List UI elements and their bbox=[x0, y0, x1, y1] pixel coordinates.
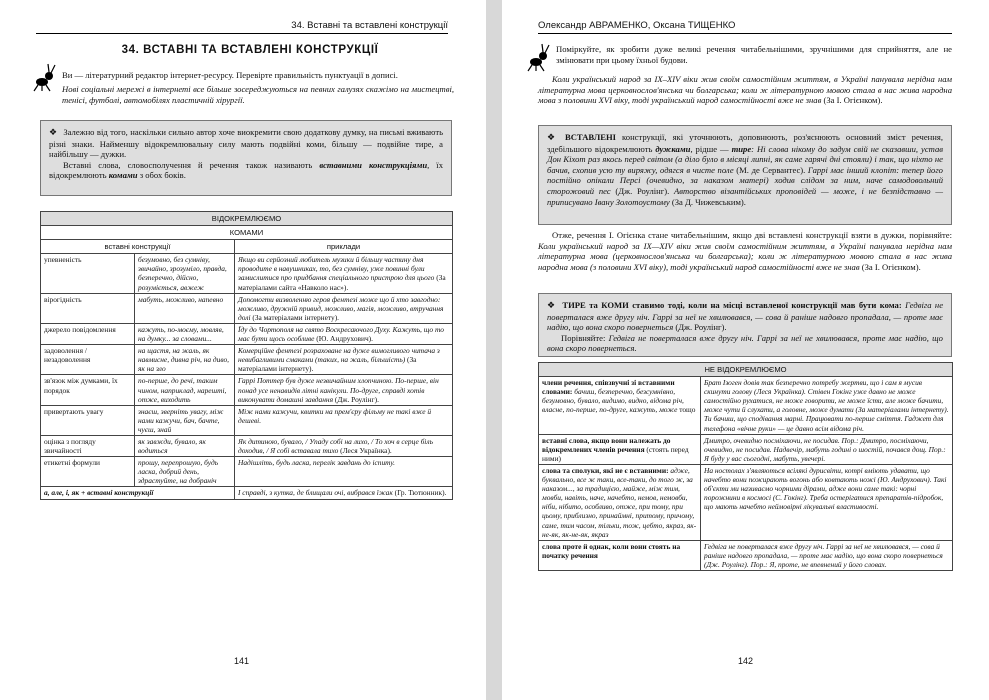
row-category: етикетні формули bbox=[41, 457, 135, 487]
header-rule bbox=[538, 33, 952, 34]
conclusion-paragraph: Отже, речення І. Огієнка стане читабельнішим, якщо дві вставлені конструкції взяти в дужки, порівняйте: Коли український народ за IX—XIV віки жив своїм самостійним життям, в Україні панувала нерідна нам літературна мова (церковнослов'янська чи болгарська); коли ж літературною мовою стала в нас жива народна мова (з половини XVI віку), тоді український народ самостійності вже не знав (За І. Огієнком). bbox=[538, 230, 952, 272]
row-category: задоволення / незадоволення bbox=[41, 345, 135, 375]
ant-mascot-icon bbox=[30, 62, 60, 92]
row-example: Комерційне фентезі розраховане на дуже вимогливого читача з невибагливими смаками (таких, на жаль, більшість) (За матеріалами інтернету). bbox=[235, 345, 453, 375]
header-rule bbox=[36, 33, 448, 34]
row-words: кажуть, по-моєму, мовляв, на думку... за словами... bbox=[135, 323, 235, 344]
row-words: по-перше, до речі, таким чином, наприклад, нарешті, отже, виходить bbox=[135, 375, 235, 405]
left-page bbox=[0, 0, 486, 700]
table-row bbox=[539, 464, 953, 540]
table-row bbox=[41, 323, 453, 344]
row-category: упевненість bbox=[41, 254, 135, 293]
row-example: На ностолах з'являються всілякі дурисвіти, котрі вміють удавати, що начебто вони пожирають вогонь або ковтають ножі (Ю. Андрухович). Такі об'єкти ми називаємо чорними дірами, адже вони саме такі: чорні порожнини в космосі (С. Гокінг). Треба остерігатися препаратів-підробок, що мають начебто неймовірні лікувальні властивості. bbox=[701, 464, 953, 540]
row-example: Між нами кажучи, квитки на прем'єру фільму не такі вже й дешеві. bbox=[235, 405, 453, 435]
row-words: на щастя, на жаль, як навмисне, дивна річ, на диво, як на зло bbox=[135, 345, 235, 375]
rule-paragraph-2: Вставні слова, словосполучення й речення також називають вставними конструкціями, їх відокремлюють комами з обох боків. bbox=[49, 159, 443, 181]
section-title: 34. ВСТАВНІ ТА ВСТАВЛЕНІ КОНСТРУКЦІЇ bbox=[121, 44, 379, 56]
task-text: Поміркуйте, як зробити дуже великі речення читабельнішими, зручнішими для сприйняття, але не змінювати при цьому їхньої будови. bbox=[556, 44, 952, 65]
rule-box-dash: ❖ ТИРЕ та КОМИ ставимо тоді, коли на місці вставленої конструкції мав бути кома: Гедвіга не поверталася вже другу ніч. Гаррі за неї не хвилювався, — сова й раніше надовго пропадала, — проте має надію, що вона скоро повернеться (Дж. Роулінг). Порівняйте: Гедвіга не поверталася вже другу ніч. Гаррі за неї не хвилювався, проте має надію, що вона скоро повернеться. bbox=[538, 293, 952, 357]
running-header: Олександр АВРАМЕНКО, Оксана ТИЩЕНКО bbox=[538, 20, 736, 31]
table-row bbox=[539, 377, 953, 435]
page-number: 142 bbox=[738, 656, 754, 666]
row-category: а, але, і, як + вставні конструкції bbox=[41, 487, 235, 499]
row-words: прошу, перепрошую, будь ласка, добрий день, здрастуйте, на добраніч bbox=[135, 457, 235, 487]
row-category: джерело повідомлення bbox=[41, 323, 135, 344]
row-category: члени речення, співзвучні зі вставними словами: бачиш, безперечно, безсумнівно, безумовно, бувало, видимо, видно, відома річ, власне, по-перше, по-друге, кажуть, може тощо bbox=[539, 377, 701, 435]
rule-paragraph-1: ❖ Залежно від того, наскільки сильно автор хоче виокремити свою додаткову думку, на письмі вживають різні знаки. Найменшу відокремлювальну силу мають подвійні коми, більшу — подвійне тире, а найбільшу — дужки. bbox=[49, 127, 443, 160]
row-example: І справді, з кутка, де блищали очі, вибрався їжак (Гр. Тютюнник). bbox=[235, 487, 453, 499]
table-row bbox=[41, 254, 453, 293]
row-words: як завжди, бувало, як водиться bbox=[135, 435, 235, 456]
row-example: Гедвіга не поверталася вже другу ніч. Гаррі за неї не хвилювався, — сова й раніше надовго пропадала, — проте має надію, що вона скоро повернеться (Дж. Роулінг). Пор.: Я, проте, не впевнений у його словах. bbox=[701, 540, 953, 570]
table-row bbox=[41, 345, 453, 375]
table-row bbox=[41, 375, 453, 405]
rule-box bbox=[40, 120, 452, 196]
row-words: мабуть, можливо, напевно bbox=[135, 293, 235, 323]
row-example: Їду до Чортополя на свято Воскресаючого Духу. Кажуть, що то має бути щось особливе (Ю. Андрухович). bbox=[235, 323, 453, 344]
non-separation-table bbox=[538, 362, 953, 571]
table-subheader: КОМАМИ bbox=[41, 226, 453, 240]
table-row bbox=[41, 457, 453, 487]
rule-box-inserted: ❖ ВСТАВЛЕНІ конструкції, які уточнюють, доповнюють, роз'яснюють основний зміст речення, здебільшого відокремлюють дужками, рідше — тире: Ні слова нікому до задум свій не сказавши, устав Дон Кіхот раз якось перед світом (а діло було в місяці липні, як саме гарячі дні стояли) і так, що ніхто не бачив, схопив усю ту виряжу, одягся в чисте поле (М. де Сервантес). Гаррі має інший клопіт: тепер його постійно опікали Персі (очевидно, за наказом матері) ходив слідом за ним, наче самодовольний сторожовий пес (Дж. Роулінг). Авторство візантійських проповідей — може, і не безпідставно — приписувано Івану Золотоустому (За Д. Чижевським). bbox=[538, 125, 952, 225]
table-header: НЕ ВІДОКРЕМЛЮЄМО bbox=[539, 363, 953, 377]
row-words: безумовно, без сумніву, звичайно, зрозуміло, правда, безперечно, дійсно, розуміється, авжеж bbox=[135, 254, 235, 293]
row-category: привертають увагу bbox=[41, 405, 135, 435]
row-category: слова та сполуки, які не є вставними: адже, буквально, все ж таки, все-таки, до того ж, за наказом..., за традицією, майже, між тим, мовби, навіть, наче, начебто, немов, немовби, ніби, нібито, особливо, отже, при тому, при цьому, приблизно, принаймні, притому, причому, саме, тим часом, тільки, тож, цебто, якраз, як-не-як, як-не-як, якраз bbox=[539, 464, 701, 540]
column-header: вставні конструкції bbox=[41, 240, 235, 254]
column-header: приклади bbox=[235, 240, 453, 254]
diamond-bullet-icon: ❖ bbox=[49, 128, 58, 138]
row-category: зв'язок між думками, їх порядок bbox=[41, 375, 135, 405]
table-row bbox=[41, 487, 453, 499]
row-example: Як дитиною, бувало, / Упаду собі на лихо, / То хоч в серце біль доходив, / Я собі вставала тихо (Леся Українка). bbox=[235, 435, 453, 456]
row-example: Брат Ізоген довів так безперечно потребу жертви, що і сам я мусив скинути голову (Леся Українка). Стівен Гокінг уже давно не може самостійно рухатися, не може говорити, не може їсти, але може бачити, може чути й слухати, а головне, може думати (За матеріалами інтернету). Ти бачиш, що сподівання марні. Працювати по-перше сміття. Гаджет для телефона «вічне руки» — це давно всім відома річ. bbox=[701, 377, 953, 435]
running-header: 34. Вставні та вставлені конструкції bbox=[291, 20, 448, 31]
diamond-bullet-icon: ❖ bbox=[547, 133, 559, 143]
table-row bbox=[41, 435, 453, 456]
task-example: Нові соціальні мережі в інтернеті все більше зосереджуються на певних галузях скажімо на мистецтві, тенісі, футболі, автомобілях пластичній хірургії. bbox=[62, 84, 454, 105]
row-category: оцінка з погляду звичайності bbox=[41, 435, 135, 456]
row-category: вставні слова, якщо вони належать до відокремлених членів речення (стоять перед ними) bbox=[539, 434, 701, 464]
quote-paragraph: Коли український народ за IX–XIV віки жив своїм самостійним життям, в Україні панувала нерідна нам літературна мова церковнослов'янська чи болгарська; коли ж літературною мовою стала в нас жива народна мова з половини XVI віку, тоді український народ самостійності вже не знав (За І. Огієнком). bbox=[538, 74, 952, 106]
row-example: Надішліть, будь ласка, перелік завдань до іспиту. bbox=[235, 457, 453, 487]
right-page bbox=[502, 0, 989, 700]
row-example: Гаррі Поттер був дуже незвичайним хлопчиною. По-перше, він понад усе ненавидів літні канікули. По-друге, справді хотів виконувати домашні завдання (Дж. Роулінг). bbox=[235, 375, 453, 405]
diamond-bullet-icon: ❖ bbox=[547, 301, 557, 311]
ant-mascot-icon bbox=[524, 42, 554, 72]
row-words: знаєш, зверніть увагу, між нами кажучи, бач, бачте, чуєш, знай bbox=[135, 405, 235, 435]
table-row bbox=[41, 405, 453, 435]
table-row bbox=[41, 293, 453, 323]
row-category: слова проте й однак, коли вони стоять на початку речення bbox=[539, 540, 701, 570]
page-number: 141 bbox=[234, 656, 250, 666]
row-example: Якщо ви серйозний любитель музики й більшу частину дня проводите в навушниках, то, без сумніву, уже повинні були замислитися про придбання спеціального пристрою для цього (За матеріалами сайта «Навколо нас»). bbox=[235, 254, 453, 293]
row-example: Допомогти визволенню героя фентезі може що й хто завгодно: можливо, дружній привид, можливо, магія, можливо, втручання долі (За матеріалами інтернету). bbox=[235, 293, 453, 323]
row-example: Дмитро, очевидно посміхаючи, не посидав. Пор.: Дмитро, посміхаючи, очевидно, не посидав. Надвечір, мабуть годині о шостій, почався дощ. Пор.: Я буду у вас сьогодні, мабуть, увечері. bbox=[701, 434, 953, 464]
table-row bbox=[539, 540, 953, 570]
book-gutter bbox=[486, 0, 502, 700]
separation-table bbox=[40, 211, 453, 500]
row-category: вірогідність bbox=[41, 293, 135, 323]
table-header: ВІДОКРЕМЛЮЄМО bbox=[41, 212, 453, 226]
task-text: Ви — літературний редактор інтернет-ресурсу. Перевірте правильність пунктуації в дописі. bbox=[62, 70, 398, 80]
table-row bbox=[539, 434, 953, 464]
